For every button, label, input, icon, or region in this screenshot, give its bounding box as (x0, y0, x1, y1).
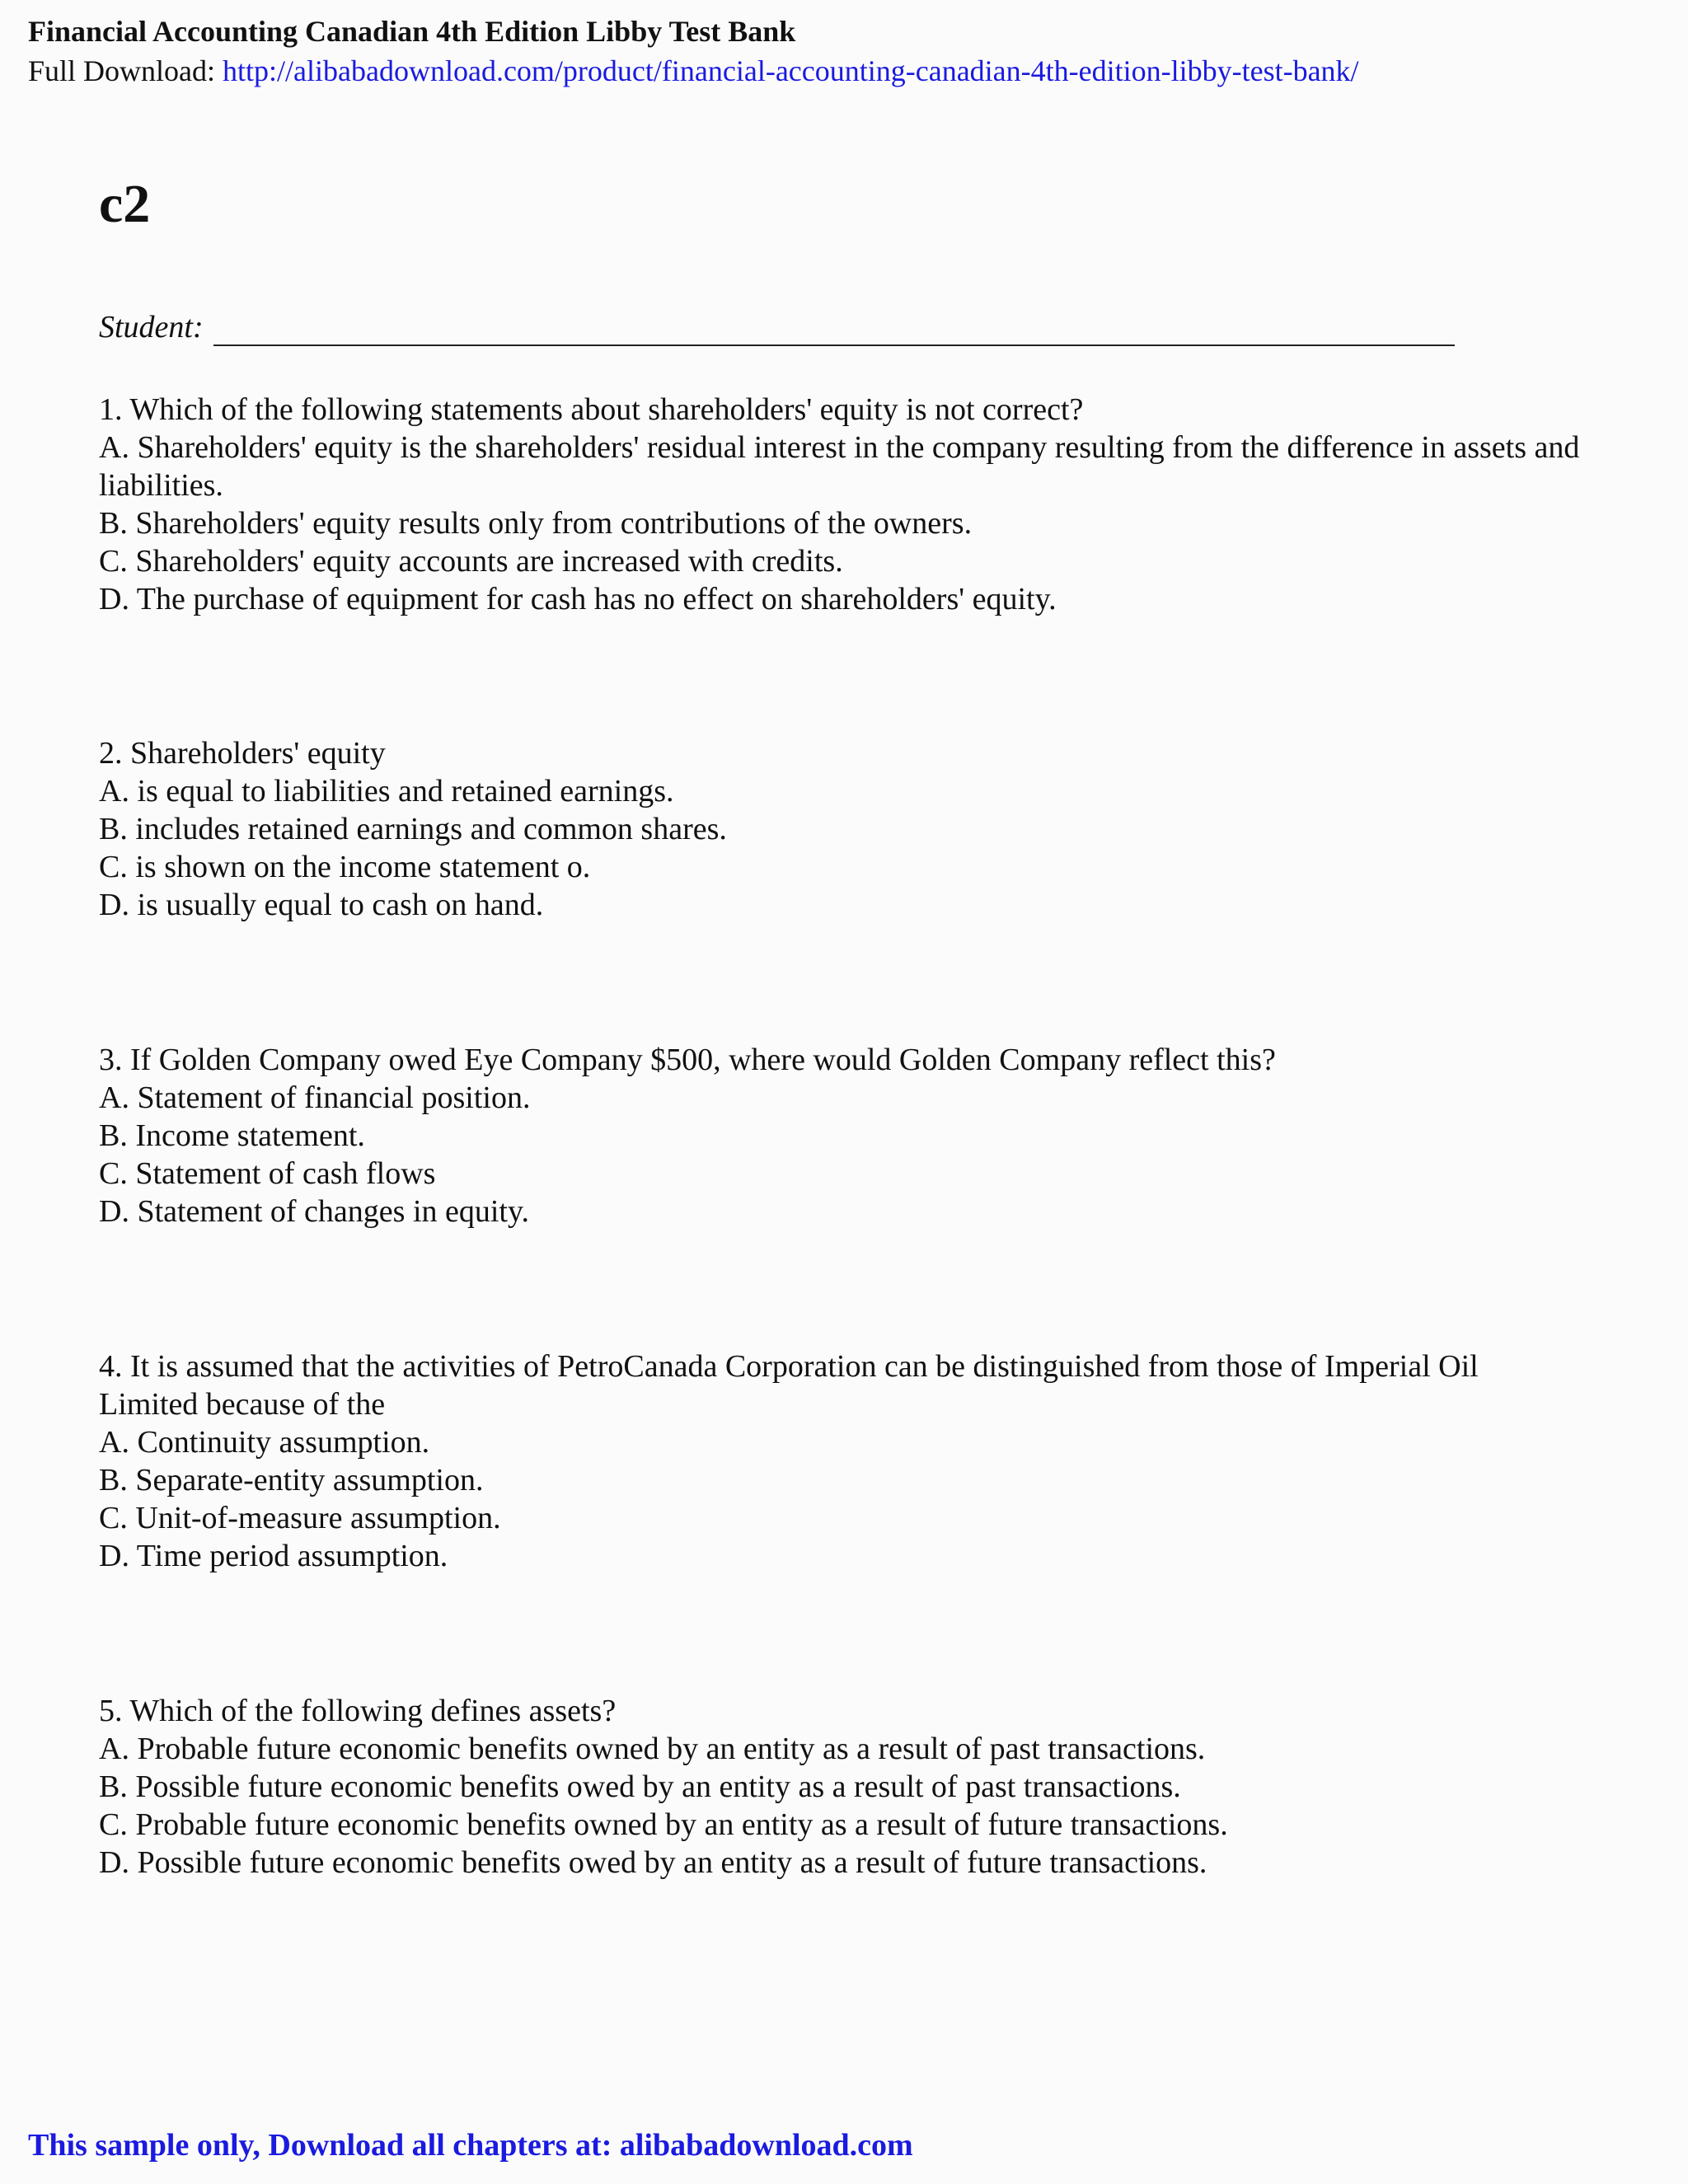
answer-option: D. The purchase of equipment for cash has no effect on shareholders' equity. (99, 582, 1057, 616)
answer-option: C. Statement of cash flows (99, 1156, 436, 1191)
student-name-line (213, 312, 1455, 346)
answer-option: B. Shareholders' equity results only from contributions of the owners. (99, 506, 973, 541)
chapter-title: c2 (99, 174, 151, 234)
answer-option: A. is equal to liabilities and retained earnings. (99, 774, 674, 808)
download-prefix: Full Download: (28, 54, 216, 87)
answer-option: D. Possible future economic benefits owed by an entity as a result of future transactions. (99, 1845, 1207, 1880)
answer-option: D. is usually equal to cash on hand. (99, 888, 544, 922)
answer-option: C. Unit-of-measure assumption. (99, 1501, 501, 1535)
answer-option: C. is shown on the income statement o. (99, 850, 591, 884)
question-5 (99, 1692, 1582, 1882)
question-stem: 4. It is assumed that the activities of PetroCanada Corporation can be distinguished from those of Imperial Oil Limited because of the (99, 1349, 1479, 1422)
footer-download-note: This sample only, Download all chapters at: alibabadownload.com (28, 2128, 913, 2163)
question-stem: 5. Which of the following defines assets? (99, 1694, 617, 1728)
question-4 (99, 1347, 1582, 1575)
question-3 (99, 1041, 1582, 1230)
page-header (28, 12, 1672, 91)
answer-option: A. Shareholders' equity is the shareholders' residual interest in the company resulting from the difference in assets and liabilities. (99, 430, 1580, 503)
answer-option: D. Time period assumption. (99, 1539, 448, 1573)
student-field (99, 307, 1455, 348)
answer-option: A. Continuity assumption. (99, 1425, 430, 1460)
answer-option: C. Shareholders' equity accounts are increased with credits. (99, 544, 843, 579)
question-stem: 2. Shareholders' equity (99, 736, 386, 771)
answer-option: A. Statement of financial position. (99, 1080, 531, 1115)
question-1 (99, 391, 1582, 618)
question-stem: 3. If Golden Company owed Eye Company $500, where would Golden Company reflect this? (99, 1043, 1276, 1077)
answer-option: B. includes retained earnings and common shares. (99, 812, 727, 846)
question-stem: 1. Which of the following statements about shareholders' equity is not correct? (99, 392, 1084, 427)
student-label: Student: (99, 310, 204, 344)
answer-option: D. Statement of changes in equity. (99, 1194, 530, 1229)
answer-option: B. Income statement. (99, 1118, 365, 1153)
answer-option: B. Separate-entity assumption. (99, 1463, 484, 1497)
answer-option: A. Probable future economic benefits owned by an entity as a result of past transactions. (99, 1732, 1206, 1766)
download-link[interactable]: http://alibabadownload.com/product/financial-accounting-canadian-4th-edition-libby-test-bank/ (223, 54, 1359, 87)
download-line (28, 51, 1672, 91)
answer-option: B. Possible future economic benefits owed by an entity as a result of past transactions. (99, 1769, 1181, 1804)
answer-option: C. Probable future economic benefits owned by an entity as a result of future transactions. (99, 1807, 1228, 1842)
question-2 (99, 734, 1582, 924)
document-title: Financial Accounting Canadian 4th Edition Libby Test Bank (28, 15, 796, 48)
